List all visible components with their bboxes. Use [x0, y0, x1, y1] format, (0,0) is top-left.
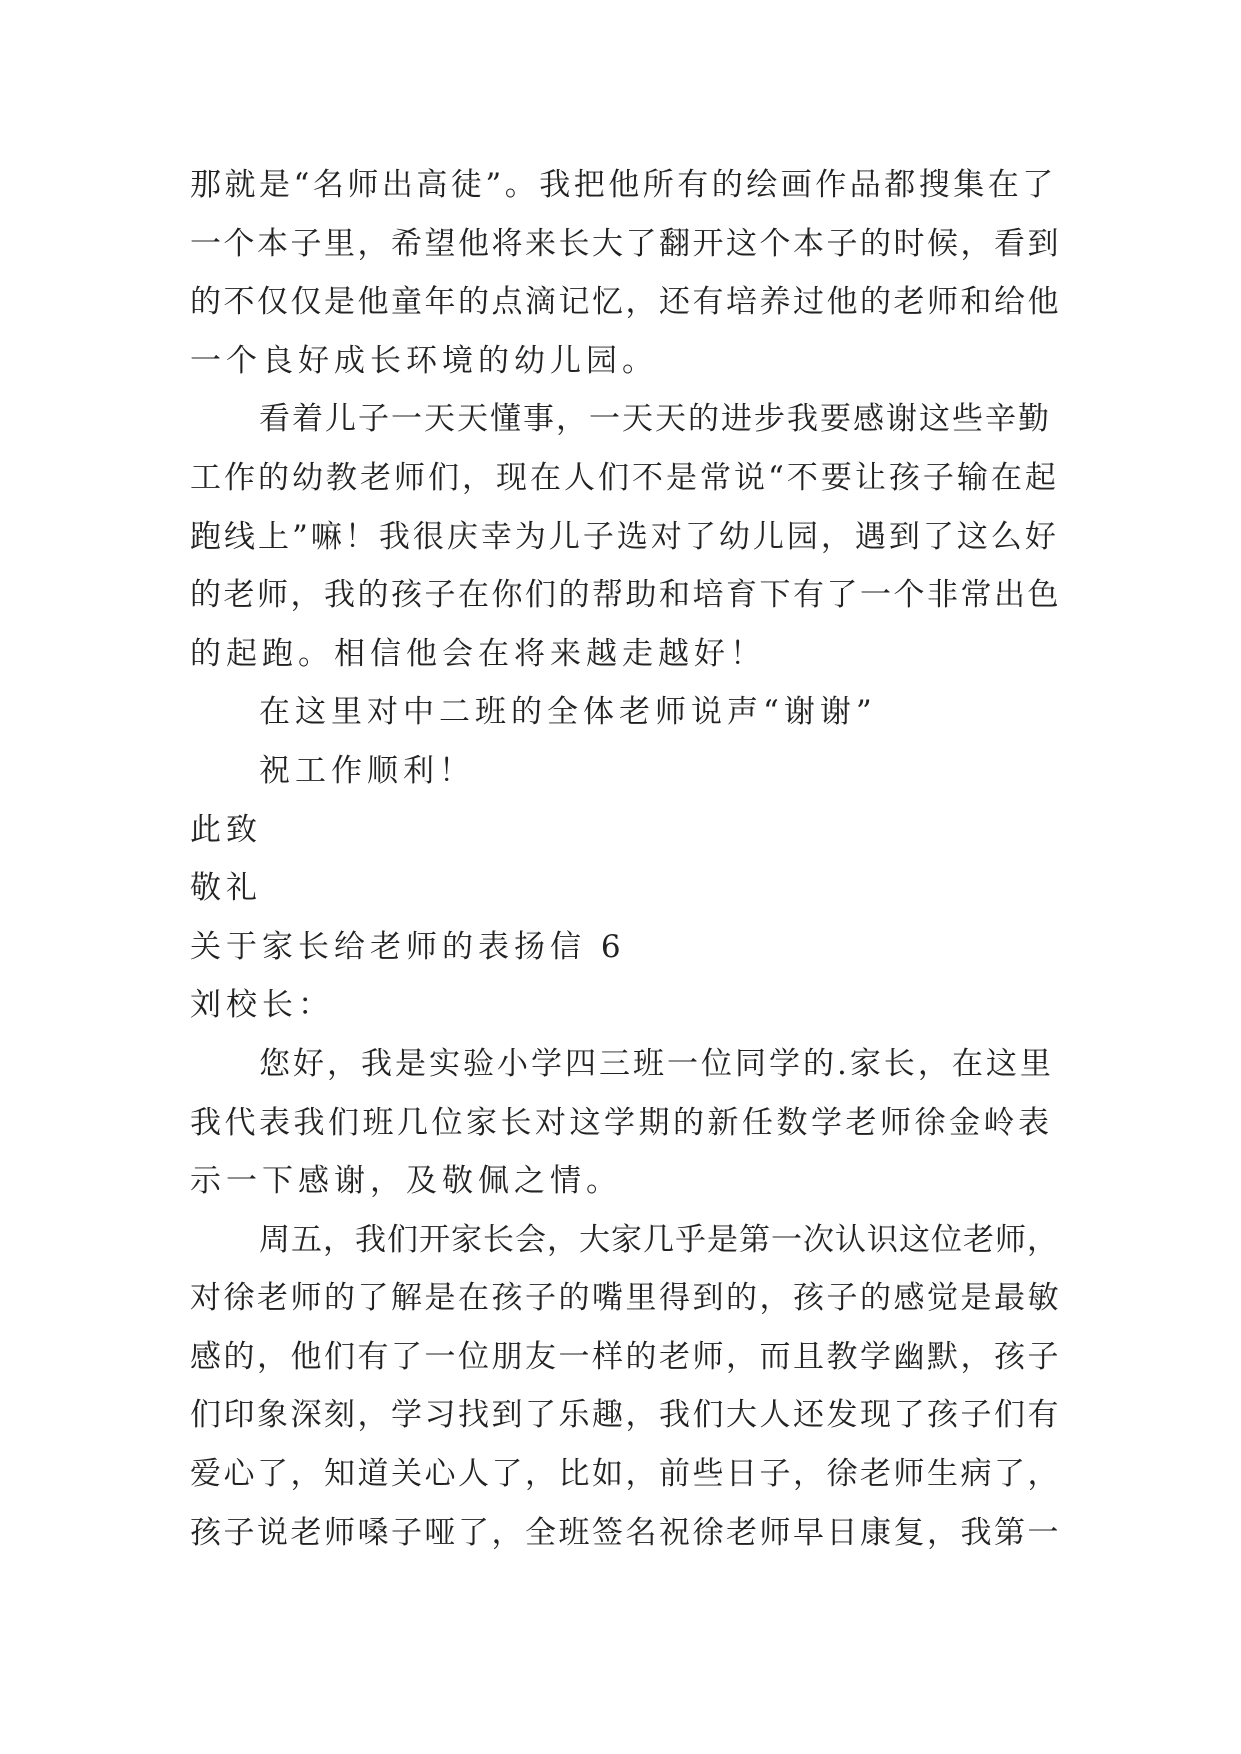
text-line: 一个良好成长环境的幼儿园。 [190, 342, 658, 379]
text-line: 的起跑。相信他会在将来越走越好！ [190, 635, 766, 672]
text-line: 您好，我是实验小学四三班一位同学的.家长，在这里 [259, 1045, 1054, 1082]
text-line: 爱心了，知道关心人了，比如，前些日子，徐老师生病了， [190, 1456, 1061, 1493]
text-line: 祝工作顺利！ [259, 752, 475, 789]
text-line: 我代表我们班几位家长对这学期的新任数学老师徐金岭表 [190, 1104, 1053, 1141]
text-line: 示一下感谢，及敬佩之情。 [190, 1163, 622, 1200]
text-line: 的老师，我的孩子在你们的帮助和培育下有了一个非常出色 [190, 577, 1061, 614]
text-line: 那就是“名师出高徒”。我把他所有的绘画作品都搜集在了 [190, 167, 1057, 203]
text-line: 一个本子里，希望他将来长大了翻开这个本子的时候，看到 [190, 225, 1061, 262]
text-line: 孩子说老师嗓子哑了，全班签名祝徐老师早日康复，我第一 [190, 1514, 1061, 1551]
text-line: 关于家长给老师的表扬信 6 [190, 928, 626, 965]
text-line: 的不仅仅是他童年的点滴记忆，还有培养过他的老师和给他 [190, 284, 1061, 321]
text-line: 对徐老师的了解是在孩子的嘴里得到的，孩子的感觉是最敏 [190, 1280, 1061, 1317]
text-line: 刘校长： [190, 987, 334, 1024]
text-line: 们印象深刻，学习找到了乐趣，我们大人还发现了孩子们有 [190, 1397, 1061, 1434]
text-line: 敬礼 [190, 870, 262, 907]
text-line: 此致 [190, 811, 262, 848]
text-line: 周五，我们开家长会，大家几乎是第一次认识这位老师， [259, 1221, 1059, 1258]
text-line: 在这里对中二班的全体老师说声“谢谢” [259, 694, 877, 731]
text-line: 工作的幼教老师们，现在人们不是常说“不要让孩子输在起 [190, 459, 1059, 496]
text-line: 感的，他们有了一位朋友一样的老师，而且教学幽默，孩子 [190, 1338, 1061, 1375]
letter-body [190, 156, 1062, 1562]
text-line: 跑线上”嘛！我很庆幸为儿子选对了幼儿园，遇到了这么好 [190, 518, 1059, 555]
text-line: 看着儿子一天天懂事，一天天的进步我要感谢这些辛勤 [259, 401, 1051, 438]
